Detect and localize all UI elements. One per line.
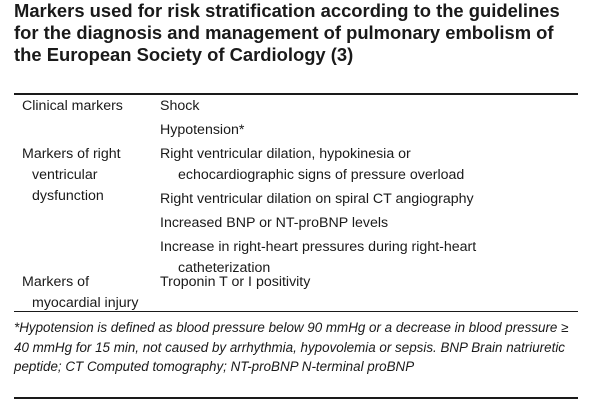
- footnote-rule: [14, 311, 578, 312]
- marker-list: [160, 144, 580, 282]
- group-label-line: Markers of: [22, 274, 90, 290]
- marker-line: Increased BNP or NT-proBNP levels: [160, 215, 389, 231]
- marker-line: Hypotension*: [160, 122, 245, 138]
- group-label: [22, 144, 157, 207]
- marker-line: echocardiographic signs of pressure overload: [178, 167, 465, 183]
- marker-list: [160, 272, 580, 296]
- marker-list: [160, 96, 580, 144]
- marker-line: Shock: [160, 98, 200, 114]
- group-label: [22, 96, 157, 117]
- marker-line: catheterization: [178, 260, 271, 276]
- group-label-line: Markers of right: [22, 146, 121, 162]
- group-label-line: dysfunction: [32, 188, 104, 204]
- group-label-line: Clinical markers: [22, 98, 123, 114]
- group-label-line: ventricular: [32, 167, 98, 183]
- marker-item: [160, 189, 580, 210]
- marker-line: Right ventricular dilation, hypokinesia or: [160, 146, 411, 162]
- marker-item: [160, 120, 580, 141]
- marker-item: [160, 96, 580, 117]
- bottom-rule: [14, 397, 578, 399]
- group-label: [22, 272, 157, 314]
- group-label-line: myocardial injury: [32, 295, 139, 311]
- footnote: *Hypotension is defined as blood pressure below 90 mmHg or a decrease in blood pressure ≥ 40 mmHg for 15 min, not caused by arrhythmia, hypovolemia or sepsis. BNP Brain natriuretic peptide; CT Computed tomography; NT-proBNP N-terminal proBNP: [14, 320, 569, 375]
- marker-item: [160, 144, 580, 186]
- marker-line: Increase in right-heart pressures during right-heart: [160, 239, 477, 255]
- marker-line: Right ventricular dilation on spiral CT angiography: [160, 191, 474, 207]
- marker-item: [160, 272, 580, 293]
- marker-line: Troponin T or I positivity: [160, 274, 311, 290]
- marker-item: [160, 213, 580, 234]
- top-rule: [14, 93, 578, 95]
- table-title: Markers used for risk stratification according to the guidelines for the diagnosis and management of pulmonary embolism of the European Society of Cardiology (3): [14, 0, 560, 65]
